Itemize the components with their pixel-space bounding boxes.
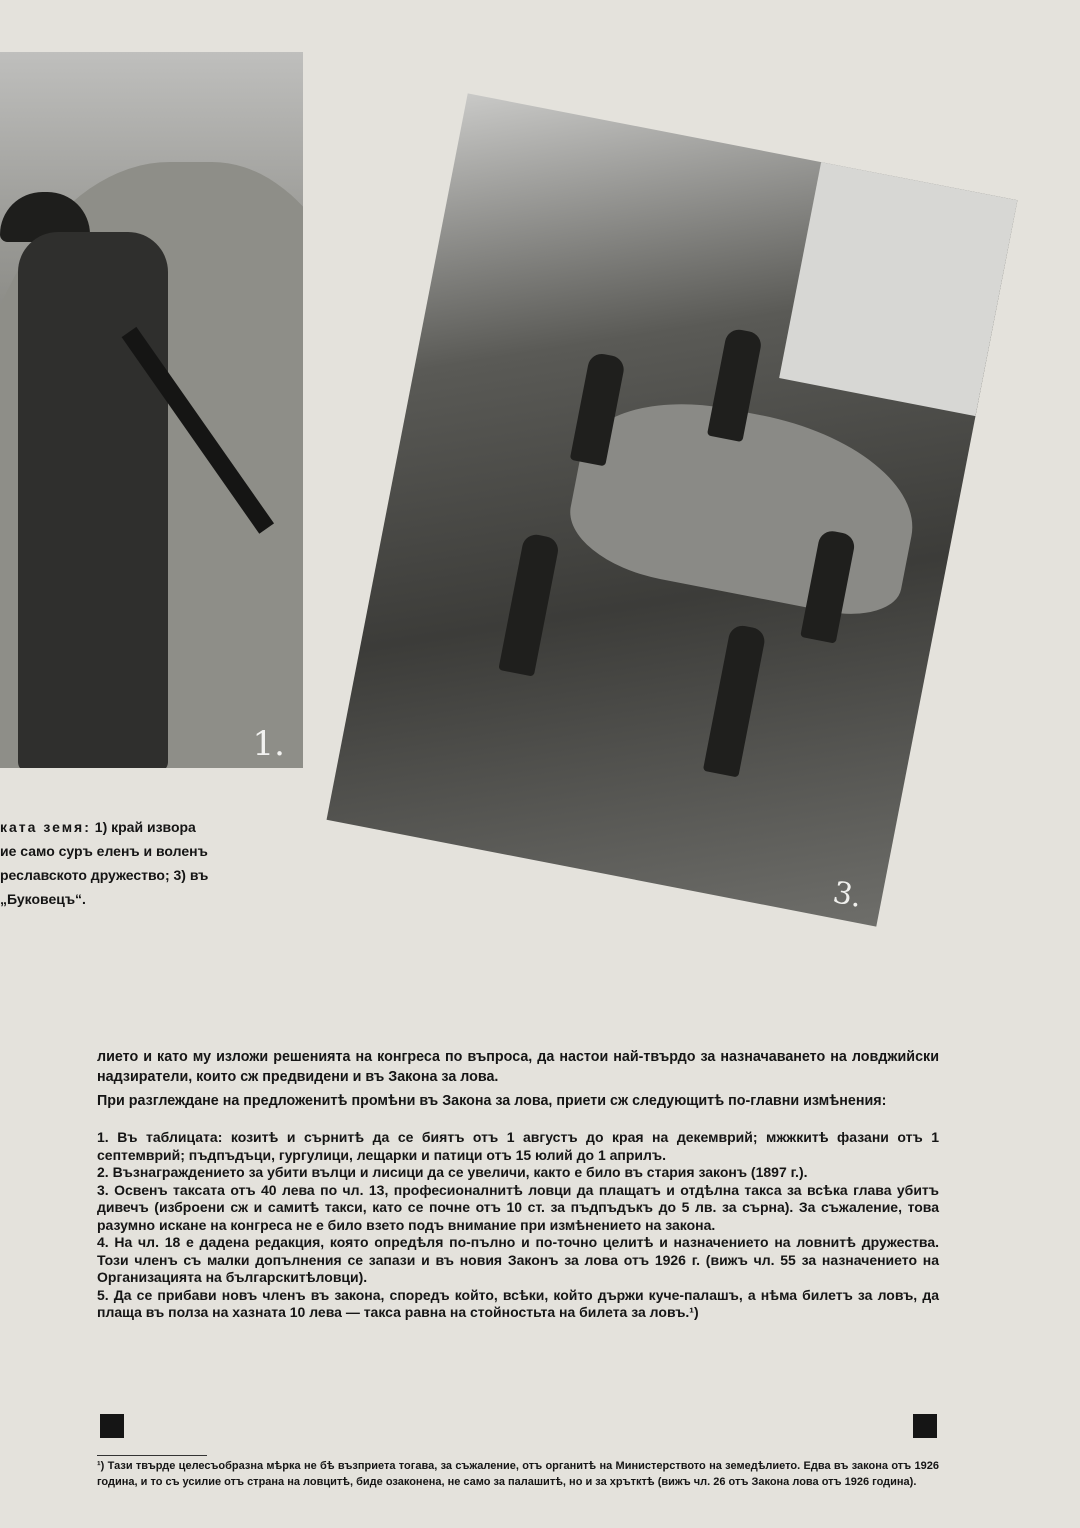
sky	[779, 162, 1017, 416]
paragraph-1: лието и като му изложи решенията на конгреса по въпроса, да настои най-твърдо за назначаването на ловджийски надзиратели, които сж предвидени и въ Закона за лова.	[97, 1049, 939, 1085]
list-item: 5. Да се прибави новъ членъ въ закона, споредъ който, всѣки, който държи куче-палашъ, а нѣма билетъ за ловъ, да плаща въ полза на хазната 10 лева — такса равна на стойностьта на билета за ловъ.¹)	[97, 1286, 939, 1320]
print-mark-right	[913, 1414, 937, 1438]
photo-caption	[0, 815, 300, 911]
list-item: 4. На чл. 18 е дадена редакция, която опредѣля по-пълно и по-точно целитѣ и назначението на ловнитѣ дружества. Този членъ съ малки допълнения се запази и въ новия Законъ за лова отъ 1926 г. (вижъ чл. 55 за назначението на Организацията на българскитѣловци).	[97, 1234, 939, 1285]
caption-line-1	[0, 815, 300, 839]
hunting-party-photo	[327, 93, 1018, 926]
footnote: ¹) Тази твърде целесъобразна мѣрка не бѣ възприета тогава, за съжаление, отъ органитѣ на Министерството на земедѣлието. Едва въ закона отъ 1926 година, и то съ усилие отъ страна на ловцитѣ, биде озаконена, не само за палашитѣ, но и за хрътктѣ (вижъ чл. 26 отъ Закона лова отъ 1926 година).	[97, 1460, 939, 1488]
amendments-list	[97, 1129, 939, 1322]
list-item: 1. Въ таблицата: козитѣ и сърнитѣ да се биятъ отъ 1 августъ до края на декемврий; мжжкитѣ фазани отъ 1 септемврий; пъдпъдъци, гургулици, лещарки и патици отъ 15 юлий до 1 априлъ.	[97, 1129, 939, 1163]
hunter-figure	[498, 532, 560, 676]
hunter-photo	[0, 52, 303, 768]
photo-number-3: 3.	[830, 875, 865, 915]
print-mark-left	[100, 1414, 124, 1438]
photo-number-1: 1.	[252, 724, 285, 764]
caption-line-1-spaced: ката земя:	[0, 819, 91, 835]
caption-line-1-rest: 1) край извора	[94, 819, 196, 835]
caption-line-3: реславското дружество; 3) въ	[0, 867, 209, 883]
list-item: 2. Възнаграждението за убити вълци и лисици да се увеличи, както е било въ стария законъ (1897 г.).	[97, 1164, 808, 1180]
footnote-divider	[97, 1455, 207, 1456]
caption-line-2: ие само суръ еленъ и воленъ	[0, 843, 208, 859]
hunting-party-photo-frame	[312, 70, 1032, 950]
article-body	[97, 1047, 939, 1322]
list-item: 3. Освенъ таксата отъ 40 лева по чл. 13, професионалнитѣ ловци да плащатъ и отдѣлна такса за всѣка глава убитъ дивечъ (изброени сж и самитѣ такси, като се почне отъ 10 ст. за пъдпъдъкъ до 5 лв. за сърна). За съжаление, това разумно искане на конгреса не е било взето подъ внимание при измѣнението на закона.	[97, 1181, 939, 1233]
hunter-figure	[703, 623, 767, 777]
paragraph-2: При разглеждане на предложенитѣ промѣни въ Закона за лова, приети сж следующитѣ по-главни измѣнения:	[97, 1093, 887, 1109]
caption-line-4: „Буковецъ“.	[0, 891, 86, 907]
hunter-figure	[18, 232, 168, 768]
